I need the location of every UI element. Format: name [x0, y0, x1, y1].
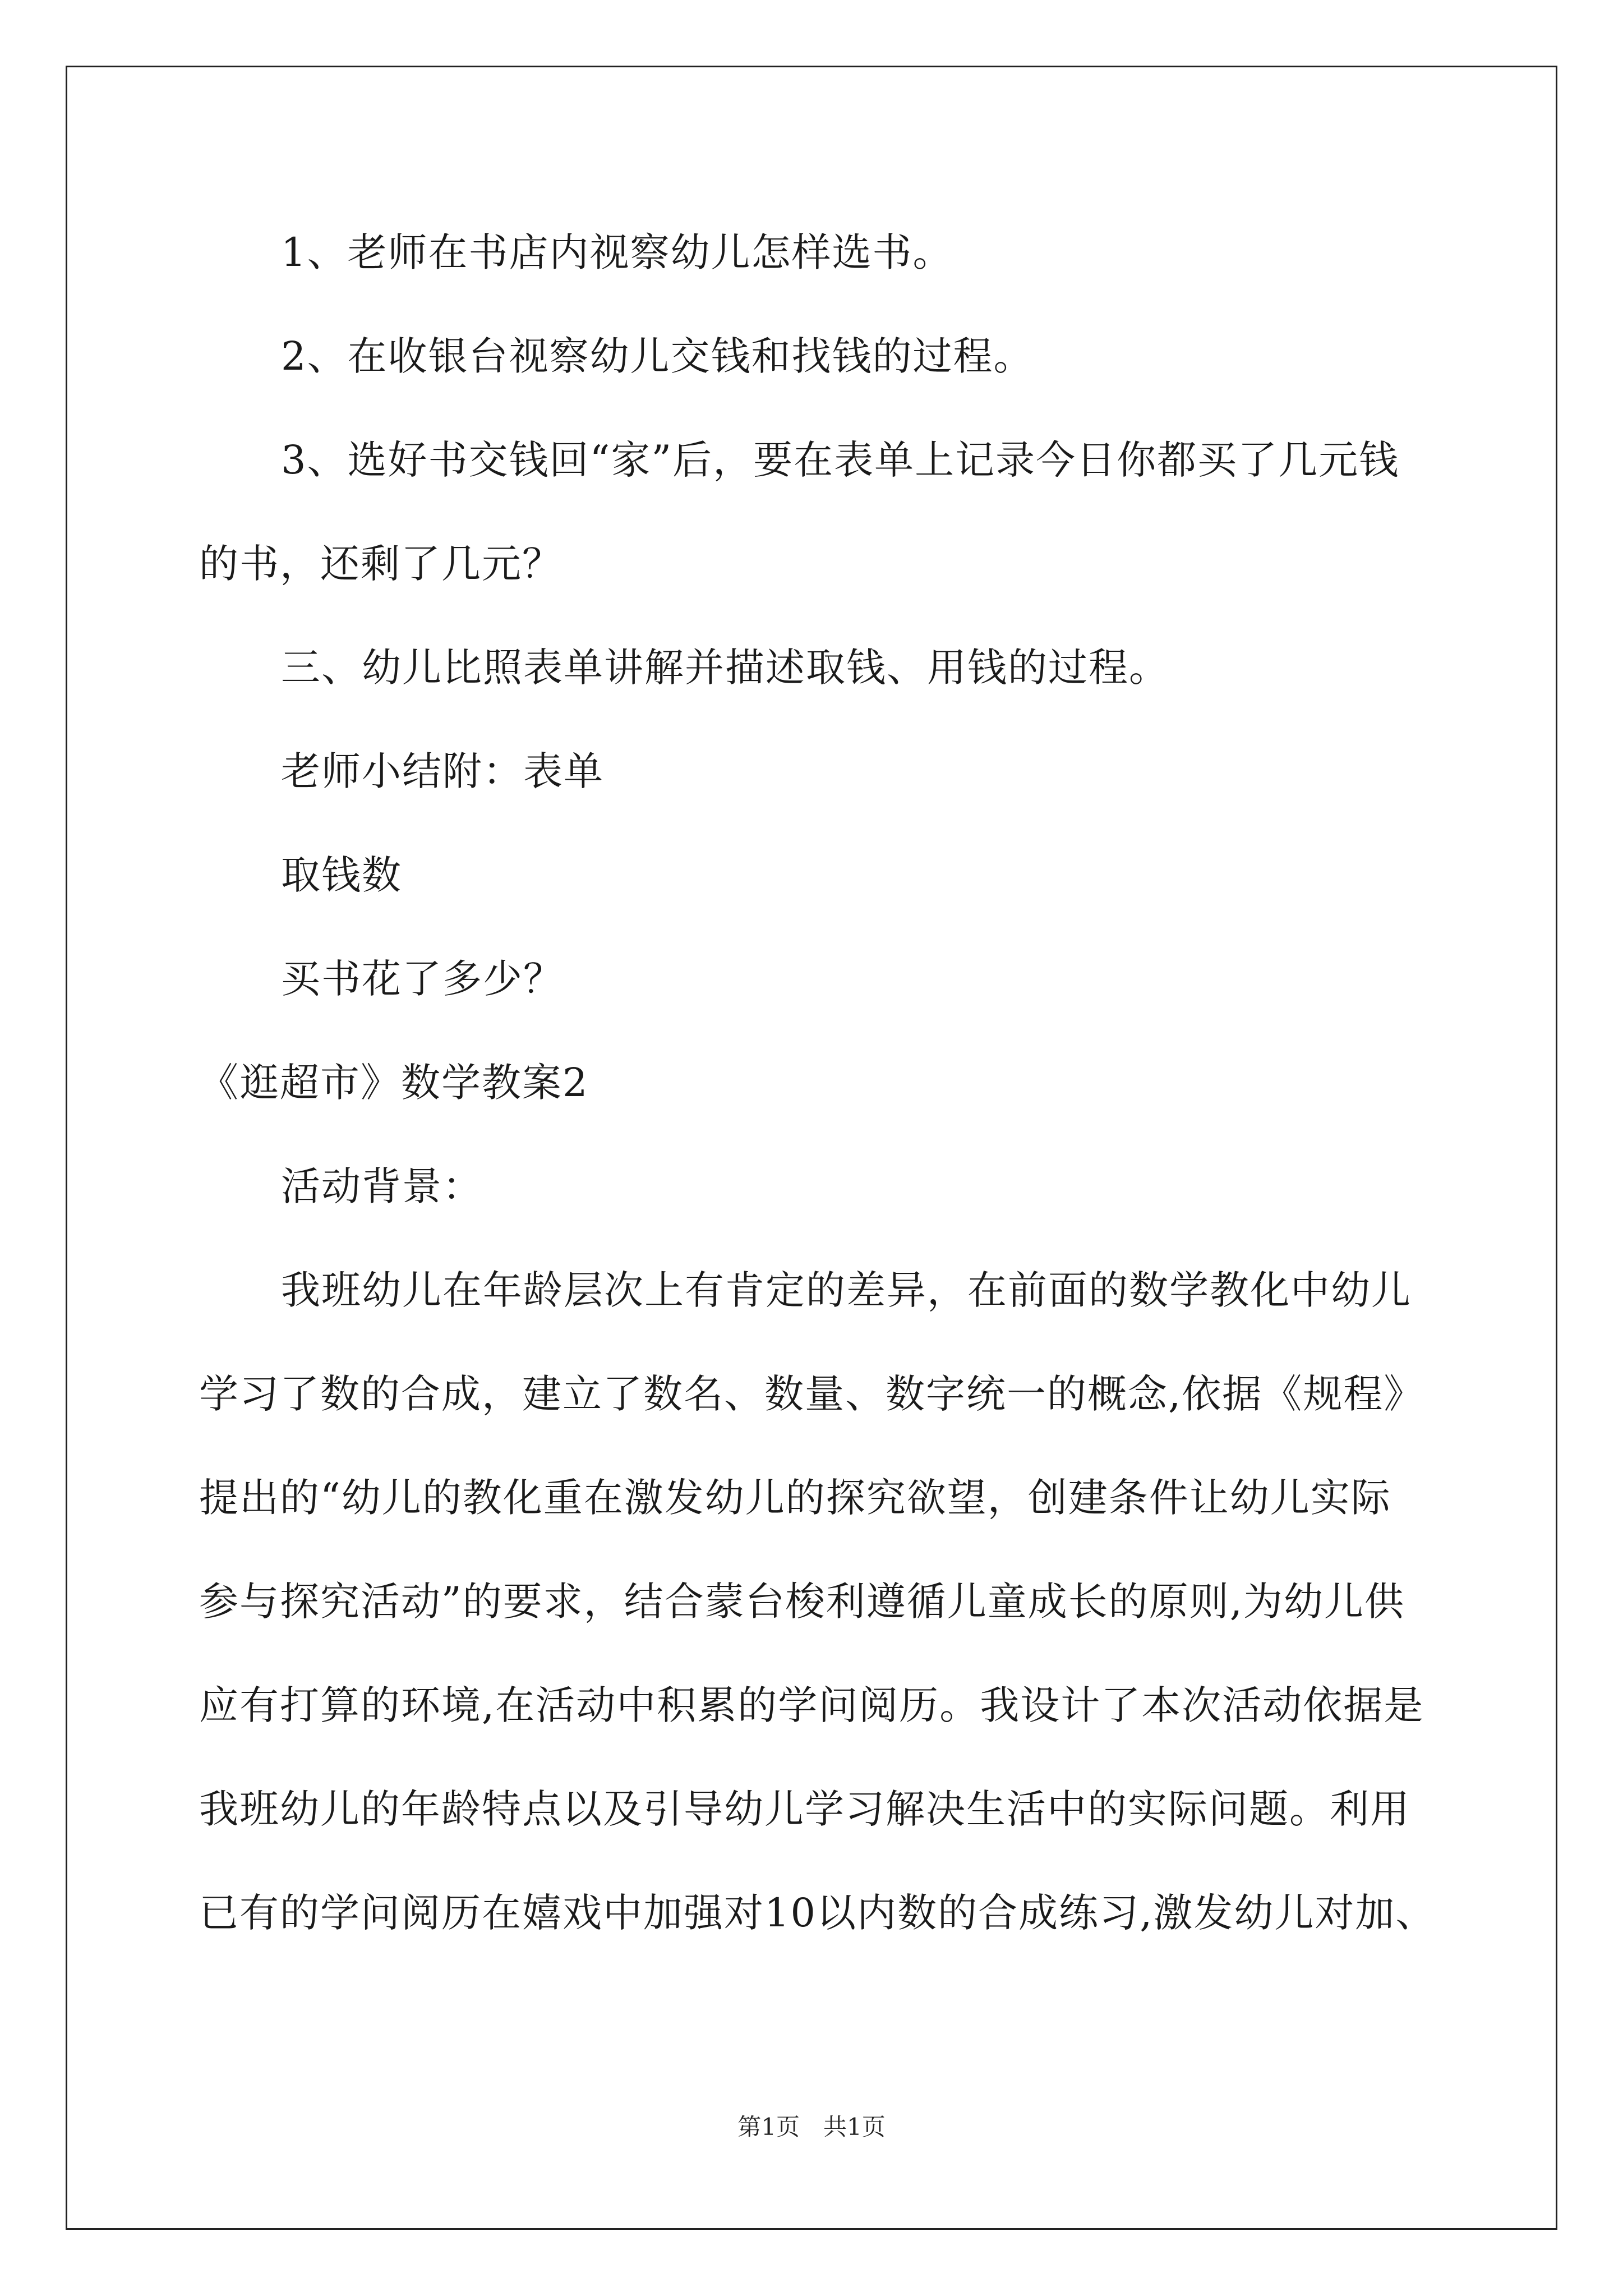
- paragraph-line: 2、在收银台视察幼儿交钱和找钱的过程。: [281, 333, 1034, 379]
- paragraph-line: 应有打算的环境,在活动中积累的学问阅历。我设计了本次活动依据是: [199, 1682, 1424, 1728]
- paragraph-line: 买书花了多少？: [281, 956, 564, 1002]
- paragraph-line: 学习了数的合成，建立了数名、数量、数字统一的概念,依据《规程》: [199, 1371, 1424, 1417]
- paragraph-line: 1、老师在书店内视察幼儿怎样选书。: [281, 229, 953, 275]
- paragraph-line: 已有的学问阅历在嬉戏中加强对10以内数的合成练习,激发幼儿对加、: [199, 1890, 1436, 1936]
- paragraph-line: 的书，还剩了几元？: [199, 541, 562, 587]
- paragraph-line: 三、幼儿比照表单讲解并描述取钱、用钱的过程。: [281, 645, 1169, 691]
- paragraph-line: 取钱数: [281, 852, 402, 898]
- page-footer: 第1页 共1页: [737, 2113, 886, 2141]
- paragraph-line: 活动背景：: [281, 1163, 483, 1209]
- paragraph-line: 提出的“幼儿的教化重在激发幼儿的探究欲望，创建条件让幼儿实际: [199, 1475, 1391, 1521]
- paragraph-line: 我班幼儿在年龄层次上有肯定的差异，在前面的数学教化中幼儿: [281, 1267, 1412, 1313]
- paragraph-line: 我班幼儿的年龄特点以及引导幼儿学习解决生活中的实际问题。利用: [199, 1786, 1410, 1832]
- paragraph-line: 3、选好书交钱回“家”后，要在表单上记录今日你都买了几元钱: [281, 437, 1400, 483]
- paragraph-line: 参与探究活动”的要求，结合蒙台梭利遵循儿童成长的原则,为幼儿供: [199, 1579, 1405, 1625]
- section-heading: 《逛超市》数学教案2: [199, 1060, 589, 1106]
- paragraph-line: 老师小结附：表单: [281, 748, 604, 794]
